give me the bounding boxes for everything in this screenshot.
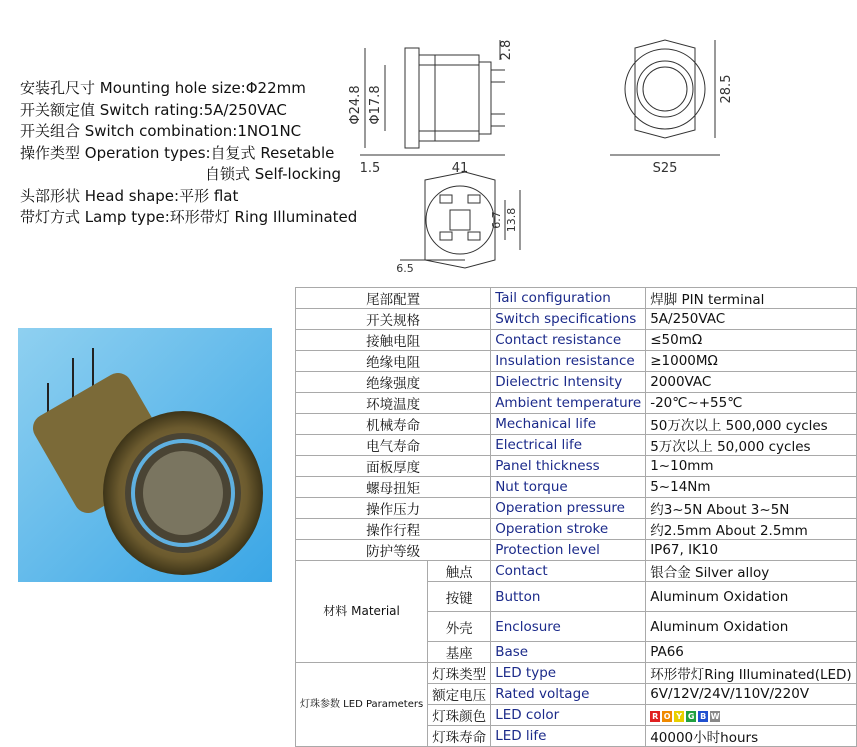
- row-val: ≥1000MΩ: [646, 351, 856, 372]
- table-row: [296, 288, 857, 309]
- row-en: Panel thickness: [491, 456, 646, 477]
- row-cn: 绝缘电阻: [296, 351, 491, 372]
- row-val: 约2.5mm About 2.5mm: [646, 519, 856, 540]
- led-color-swatch-b: B: [700, 712, 707, 721]
- table-row: [296, 540, 857, 561]
- led-color-swatch-w: W: [710, 712, 720, 721]
- row-en: Electrical life: [491, 435, 646, 456]
- row-en: Mechanical life: [491, 414, 646, 435]
- row-val: IP67, IK10: [646, 540, 856, 561]
- row-en: Base: [491, 642, 646, 663]
- spec-lamp-type: 带灯方式 Lamp type:环形带灯 Ring Illuminated: [20, 208, 358, 226]
- row-val: 银合金 Silver alloy: [646, 561, 856, 582]
- spec-operation-types-2: 自锁式 Self-locking: [205, 165, 342, 183]
- row-en: Operation stroke: [491, 519, 646, 540]
- row-cn: 接触电阻: [296, 330, 491, 351]
- row-cn: 操作压力: [296, 498, 491, 519]
- row-cn: 螺母扭矩: [296, 477, 491, 498]
- row-en: Contact resistance: [491, 330, 646, 351]
- led-color-swatch-o: O: [663, 712, 671, 721]
- row-en: Nut torque: [491, 477, 646, 498]
- table-row: [296, 519, 857, 540]
- row-en: Switch specifications: [491, 309, 646, 330]
- material-group-label: 材料 Material: [296, 561, 428, 663]
- row-en: Contact: [491, 561, 646, 582]
- spec-table: [295, 287, 857, 747]
- row-en: Ambient temperature: [491, 393, 646, 414]
- spec-head-shape: 头部形状 Head shape:平形 flat: [20, 186, 239, 205]
- table-row: [296, 393, 857, 414]
- row-cn: 额定电压: [428, 684, 491, 705]
- row-val: ≤50mΩ: [646, 330, 856, 351]
- row-val: -20℃~+55℃: [646, 393, 856, 414]
- row-cn: 触点: [428, 561, 491, 582]
- dim-d7: S25: [652, 161, 678, 176]
- row-cn: 开关规格: [296, 309, 491, 330]
- row-en: Button: [491, 582, 646, 612]
- table-row: [296, 498, 857, 519]
- row-cn: 环境温度: [296, 393, 491, 414]
- row-cn: 机械寿命: [296, 414, 491, 435]
- row-val: 约3~5N About 3~5N: [646, 498, 856, 519]
- row-en: Protection level: [491, 540, 646, 561]
- led-color-swatch-y: Y: [674, 711, 684, 722]
- row-en: Insulation resistance: [491, 351, 646, 372]
- row-val: 焊脚 PIN terminal: [646, 288, 856, 309]
- row-cn: 操作行程: [296, 519, 491, 540]
- row-val: 50万次以上 500,000 cycles: [646, 414, 856, 435]
- row-cn: 灯珠颜色: [428, 705, 491, 726]
- row-cn: 面板厚度: [296, 456, 491, 477]
- row-val: PA66: [646, 642, 856, 663]
- row-val: 5万次以上 50,000 cycles: [646, 435, 856, 456]
- row-cn: 绝缘强度: [296, 372, 491, 393]
- row-cn: 按键: [428, 582, 491, 612]
- row-val: Aluminum Oxidation: [646, 612, 856, 642]
- table-row: [296, 372, 857, 393]
- row-val: 40000小时hours: [646, 726, 856, 747]
- table-row: [296, 477, 857, 498]
- led-color-swatch-g: G: [687, 712, 695, 721]
- table-row: [296, 330, 857, 351]
- led-color-swatch-r: R: [652, 712, 659, 721]
- dim-d5: 41: [451, 161, 469, 176]
- spec-list: [20, 78, 357, 229]
- dim-d4: 1.5: [359, 161, 381, 176]
- row-cn: 电气寿命: [296, 435, 491, 456]
- row-en: Operation pressure: [491, 498, 646, 519]
- dim-d9: 13.8: [505, 207, 518, 233]
- row-en: LED type: [491, 663, 646, 684]
- row-val: 环形带灯Ring Illuminated(LED): [646, 663, 856, 684]
- dim-d10: 6.5: [396, 262, 414, 275]
- table-row: [296, 309, 857, 330]
- spec-switch-rating: 开关额定值 Switch rating:5A/250VAC: [20, 100, 287, 119]
- row-en: Dielectric Intensity: [491, 372, 646, 393]
- row-cn: 基座: [428, 642, 491, 663]
- led-color-swatches: [646, 705, 856, 726]
- row-cn: 外壳: [428, 612, 491, 642]
- dim-d2: Φ17.8: [368, 85, 383, 125]
- row-val: 6V/12V/24V/110V/220V: [646, 684, 856, 705]
- row-val: 2000VAC: [646, 372, 856, 393]
- row-cn: 灯珠寿命: [428, 726, 491, 747]
- row-en: Rated voltage: [491, 684, 646, 705]
- spec-switch-combination: 开关组合 Switch combination:1NO1NC: [20, 122, 302, 140]
- row-val: Aluminum Oxidation: [646, 582, 856, 612]
- row-val: 5A/250VAC: [646, 309, 856, 330]
- row-val: 5~14Nm: [646, 477, 856, 498]
- led-group-label: 灯珠参数 LED Parameters: [296, 663, 428, 747]
- table-row: [296, 663, 857, 684]
- dim-d6: 28.5: [719, 74, 734, 104]
- technical-drawing: [345, 20, 745, 280]
- dim-d1: Φ24.8: [348, 85, 363, 125]
- spec-mounting-hole: 安装孔尺寸 Mounting hole size:Φ22mm: [20, 79, 306, 97]
- row-cn: 尾部配置: [296, 288, 491, 309]
- row-en: Enclosure: [491, 612, 646, 642]
- product-photo: [18, 328, 272, 582]
- dim-d3: 2.8: [499, 39, 514, 61]
- row-cn: 灯珠类型: [428, 663, 491, 684]
- row-en: Tail configuration: [491, 288, 646, 309]
- row-en: LED color: [491, 705, 646, 726]
- table-row: [296, 435, 857, 456]
- row-val: 1~10mm: [646, 456, 856, 477]
- table-row: [296, 414, 857, 435]
- spec-operation-types: 操作类型 Operation types:自复式 Resetable: [20, 143, 335, 162]
- table-row: [296, 456, 857, 477]
- row-cn: 防护等级: [296, 540, 491, 561]
- row-en: LED life: [491, 726, 646, 747]
- table-row: [296, 561, 857, 582]
- table-row: [296, 351, 857, 372]
- dim-d8: 6.7: [490, 211, 503, 229]
